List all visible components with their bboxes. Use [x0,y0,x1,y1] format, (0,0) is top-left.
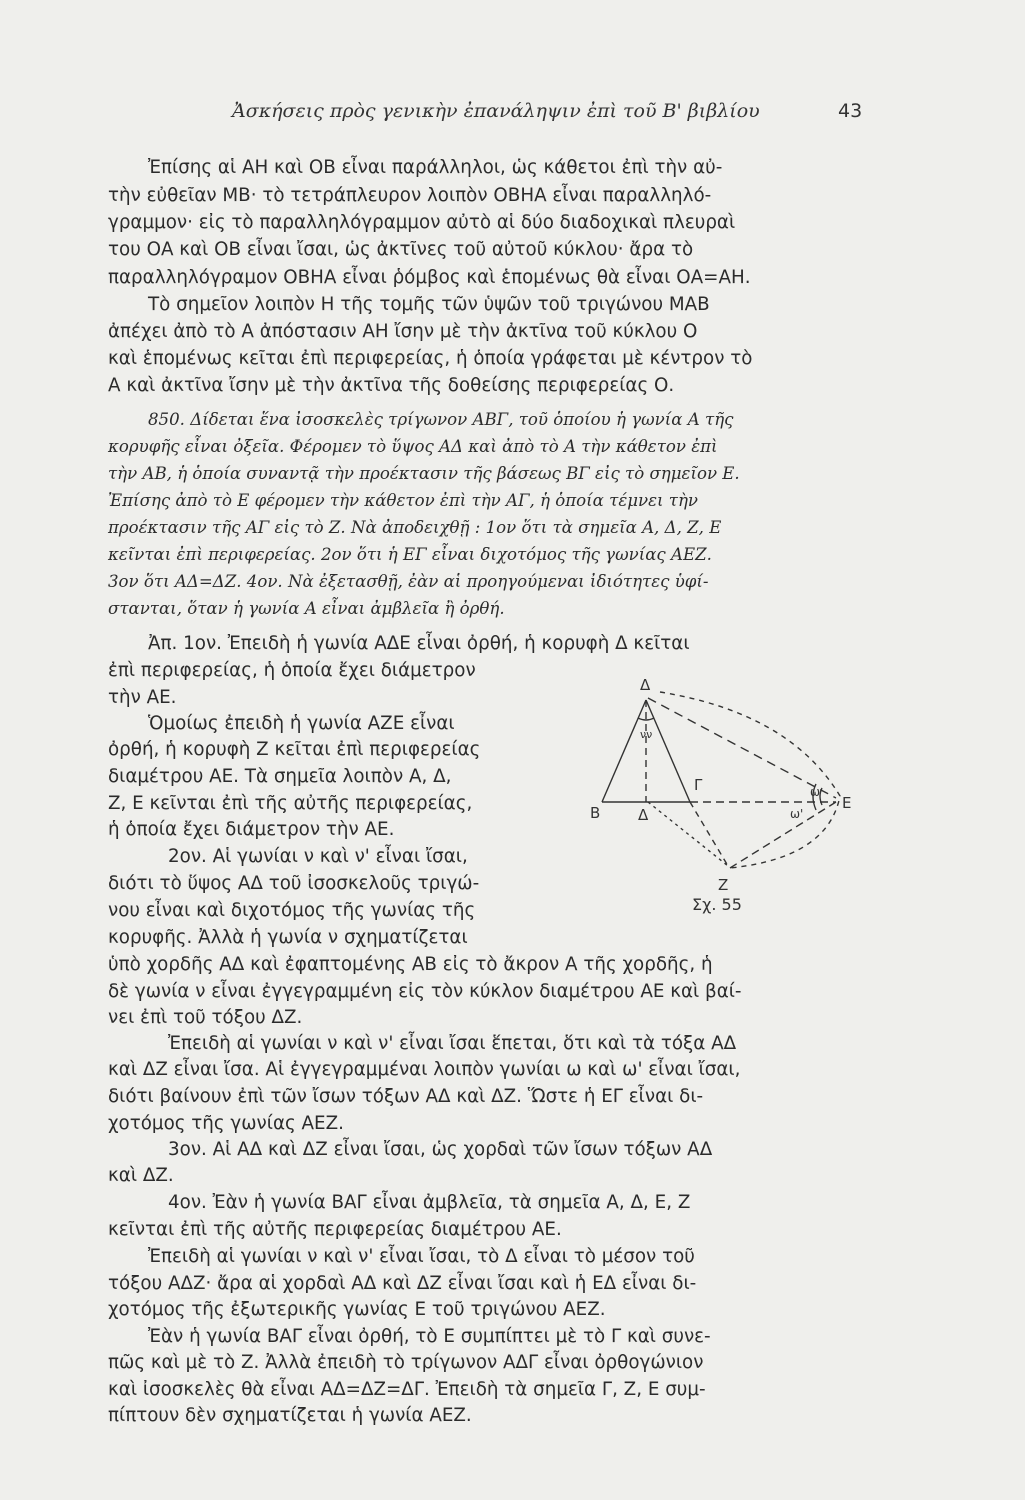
text-line: του ΟΑ καὶ ΟΒ εἶναι ἴσαι, ὡς ἀκτῖνες τοῦ αὐτοῦ κύκλου· ἄρα τὸ [108,239,694,260]
text-line: δὲ γωνία ν εἶναι ἐγγεγραμμένη εἰς τὸν κύκλον διαμέτρου ΑΕ καὶ βαί- [108,981,742,1002]
text-line: Τὸ σημεῖον λοιπὸν Η τῆς τομῆς τῶν ὑψῶν τοῦ τριγώνου ΜΑΒ [148,294,710,315]
text-line: Ἀπ. 1ον. Ἐπειδὴ ἡ γωνία ΑΔΕ εἶναι ὀρθή, ἡ κορυφὴ Δ κεῖται [148,633,690,654]
text-line: ἡ ὁποία ἔχει διάμετρον τὴν ΑΕ. [108,819,395,840]
text-line: Ἐπειδὴ αἱ γωνίαι ν καὶ ν' εἶναι ἴσαι ἕπεται, ὅτι καὶ τὰ τόξα ΑΔ [168,1033,737,1054]
page-number: 43 [838,100,863,122]
text-line: Ἐπειδὴ αἱ γωνίαι ν καὶ ν' εἶναι ἴσαι, τὸ Δ εἶναι τὸ μέσον τοῦ [148,1246,695,1267]
text-line: νει ἐπὶ τοῦ τόξου ΔΖ. [108,1007,303,1028]
header-title: Ἀσκήσεις πρὸς γενικὴν ἐπανάληψιν ἐπὶ τοῦ Β' βιβλίου [232,100,760,122]
label-z: Ζ [718,876,729,894]
label-omega: ω [810,785,821,799]
circle-arc [660,692,840,868]
side-ag [646,700,690,802]
label-nu: νν [640,728,653,741]
text-line: κεῖνται ἐπὶ τῆς αὐτῆς περιφερείας διαμέτρου ΑΕ. [108,1219,562,1240]
text-line: παραλληλόγραμον ΟΒΗΑ εἶναι ῥόμβος καὶ ἑπομένως θὰ εἶναι ΟΑ=ΑΗ. [108,267,751,288]
text-line: πῶς καὶ μὲ τὸ Ζ. Ἀλλὰ ἐπειδὴ τὸ τρίγωνον ΑΔΓ εἶναι ὀρθογώνιον [108,1352,704,1373]
text-line: ὀρθή, ἡ κορυφὴ Ζ κεῖται ἐπὶ περιφερείας [108,739,481,760]
text-line: Ἐὰν ἡ γωνία ΒΑΓ εἶναι ὀρθή, τὸ Ε συμπίπτει μὲ τὸ Γ καὶ συνε- [148,1326,711,1347]
exercise-line: Ἐπίσης ἀπὸ τὸ Ε φέρομεν τὴν κάθετον ἐπὶ τὴν ΑΓ, ἡ ὁποία τέμνει τὴν [108,491,698,510]
text-line: καὶ ἰσοσκελὲς θὰ εἶναι ΑΔ=ΔΖ=ΔΓ. Ἐπειδὴ τὰ σημεῖα Γ, Ζ, Ε συμ- [108,1379,706,1400]
exercise-line: 3ον ὅτι ΑΔ=ΔΖ. 4ον. Νὰ ἐξετασθῇ, ἐὰν αἱ προηγούμεναι ἰδιότητες ὑφί- [108,572,709,591]
text-line: ἀπέχει ἀπὸ τὸ Α ἀπόστασιν ΑΗ ἴσην μὲ τὴν ἀκτῖνα τοῦ κύκλου Ο [108,321,698,342]
text-line: καὶ ἑπομένως κεῖται ἐπὶ περιφερείας, ἡ ὁποία γράφεται μὲ κέντρον τὸ [108,348,753,369]
text-line: Α καὶ ἀκτῖνα ἴσην μὲ τὴν ἀκτῖνα τῆς δοθείσης περιφερείας Ο. [108,375,675,396]
line-dz [648,802,728,866]
running-header [0,100,1025,130]
text-line: γραμμον· εἰς τὸ παραλληλόγραμμον αὐτὸ αἱ δύο διαδοχικαὶ πλευραὶ [108,212,736,233]
text-line: ἐπὶ περιφερείας, ἡ ὁποία ἔχει διάμετρον [108,660,476,681]
text-line: διότι βαίνουν ἐπὶ τῶν ἴσων τόξων ΑΔ καὶ ΔΖ. Ὥστε ἡ ΕΓ εἶναι δι- [108,1086,704,1107]
line-ez [730,802,836,868]
label-omega2: ω' [790,807,804,821]
exercise-line: τὴν ΑΒ, ἡ ὁποία συναντᾷ τὴν προέκτασιν τῆς βάσεως ΒΓ εἰς τὸ σημεῖον Ε. [108,464,740,483]
ag-extension [690,802,728,866]
exercise-line: προέκτασιν τῆς ΑΓ εἰς τὸ Ζ. Νὰ ἀποδειχθῇ : 1ον ὅτι τὰ σημεῖα Α, Δ, Ζ, Ε [108,518,722,537]
text-line: Ὁμοίως ἐπειδὴ ἡ γωνία ΑΖΕ εἶναι [148,713,455,734]
text-line: καὶ ΔΖ. [108,1165,174,1186]
text-line: 4ον. Ἐὰν ἡ γωνία ΒΑΓ εἶναι ἀμβλεῖα, τὰ σημεῖα Α, Δ, Ε, Ζ [168,1192,691,1213]
text-line: τὴν ΑΕ. [108,687,177,708]
text-line: τόξου ΑΔΖ· ἄρα αἱ χορδαὶ ΑΔ καὶ ΔΖ εἶναι ἴσαι καὶ ἡ ΕΔ εἶναι δι- [108,1273,697,1294]
text-line: διότι τὸ ὕψος ΑΔ τοῦ ἰσοσκελοῦς τριγώ- [108,873,480,894]
text-line: τὴν εὐθεῖαν ΜΒ· τὸ τετράπλευρον λοιπὸν ΟΒΗΑ εἶναι παραλληλό- [108,185,712,206]
exercise-line: 850. Δίδεται ἕνα ἰσοσκελὲς τρίγωνον ΑΒΓ, τοῦ ὁποίου ἡ γωνία Α τῆς [148,410,734,429]
figure-55 [590,668,890,928]
text-line: 3ον. Αἱ ΑΔ καὶ ΔΖ εἶναι ἴσαι, ὡς χορδαὶ τῶν ἴσων τόξων ΑΔ [168,1139,713,1160]
label-g: Γ [694,776,703,794]
text-line: νου εἶναι καὶ διχοτόμος τῆς γωνίας τῆς [108,900,476,921]
text-line: καὶ ΔΖ εἶναι ἴσα. Αἱ ἐγγεγραμμέναι λοιπὸν γωνίαι ω καὶ ω' εἶναι ἴσαι, [108,1059,741,1080]
text-line: πίπτουν δὲν σχηματίζεται ἡ γωνία ΑΕΖ. [108,1405,472,1426]
exercise-line: κορυφῆς εἶναι ὀξεῖα. Φέρομεν τὸ ὕψος ΑΔ καὶ ἀπὸ τὸ Α τὴν κάθετον ἐπὶ [108,437,718,456]
text-line: Ζ, Ε κεῖνται ἐπὶ τῆς αὐτῆς περιφερείας, [108,793,473,814]
text-line: κορυφῆς. Ἀλλὰ ἡ γωνία ν σχηματίζεται [108,927,468,948]
label-d: Δ [638,806,649,824]
text-line: χοτόμος τῆς ἐξωτερικῆς γωνίας Ε τοῦ τριγώνου ΑΕΖ. [108,1299,606,1320]
text-line: χοτόμος τῆς γωνίας ΑΕΖ. [108,1113,344,1134]
exercise-line: κεῖνται ἐπὶ περιφερείας. 2ον ὅτι ἡ ΕΓ εἶναι διχοτόμος τῆς γωνίας ΑΕΖ. [108,545,712,564]
text-line: 2ον. Αἱ γωνίαι ν καὶ ν' εἶναι ἴσαι, [168,846,468,867]
figure-caption: Σχ. 55 [692,895,742,914]
text-line: ὑπὸ χορδῆς ΑΔ καὶ ἐφαπτομένης ΑΒ εἰς τὸ ἄκρον Α τῆς χορδῆς, ἡ [108,954,713,975]
text-line: διαμέτρου ΑΕ. Τὰ σημεῖα λοιπὸν Α, Δ, [108,766,452,787]
line-ae [648,698,836,798]
exercise-line: στανται, ὅταν ἡ γωνία Α εἶναι ἀμβλεῖα ἢ ὀρθή. [108,599,505,618]
text-line: Ἐπίσης αἱ ΑΗ καὶ ΟΒ εἶναι παράλληλοι, ὡς κάθετοι ἐπὶ τὴν αὐ- [148,157,723,178]
label-e: Ε [842,794,852,812]
label-a: Δ [640,676,651,694]
side-ab [602,700,646,802]
label-b: Β [590,804,601,822]
